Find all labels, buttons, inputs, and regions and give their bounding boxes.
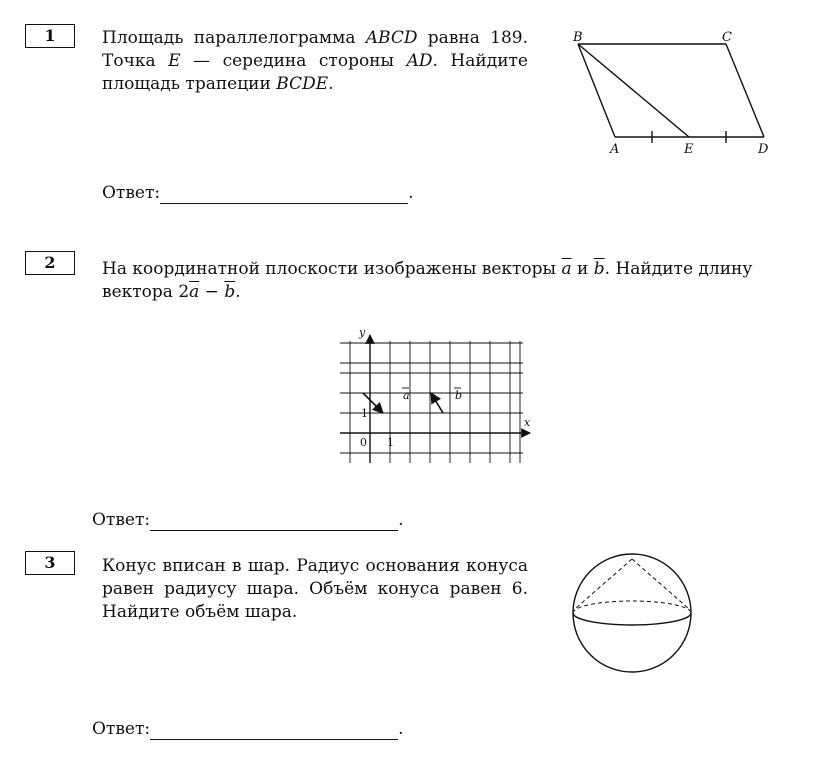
p1-text-seg: Площадь параллелограмма bbox=[102, 28, 366, 48]
p1-math-abcd: ABCD bbox=[365, 28, 418, 48]
answer-label: Ответ: bbox=[92, 719, 151, 739]
problem-number-2: 2 bbox=[25, 251, 75, 275]
sphere-cone-figure bbox=[568, 550, 698, 680]
answer-label: Ответ: bbox=[92, 510, 151, 530]
segment-be bbox=[578, 44, 689, 137]
p1-text-seg: . bbox=[328, 74, 334, 94]
problem-3-text: Конус вписан в шар. Радиус основания конуса равен радиусу шара. Объём конуса равен 6. Найдите объём шара. bbox=[102, 556, 528, 622]
p2-text-seg: и bbox=[571, 259, 594, 279]
side-ab bbox=[578, 44, 615, 137]
p2-text-seg: На координатной плоскости изображены векторы bbox=[102, 259, 562, 279]
answer-1 bbox=[102, 183, 414, 204]
sphere-outline bbox=[573, 554, 691, 672]
answer-2 bbox=[92, 510, 404, 531]
equator-back bbox=[573, 601, 691, 613]
label-vec-a: a bbox=[403, 389, 410, 402]
answer-end: . bbox=[398, 510, 404, 530]
p1-text-seg: . Найдите площадь трапеции bbox=[102, 51, 528, 94]
p2-vec-a: $\overline{a}$ bbox=[561, 259, 572, 279]
p1-math-ad: AD bbox=[406, 51, 433, 71]
parallelogram-figure bbox=[560, 24, 780, 164]
p2-text-seg: вектора 2 bbox=[102, 282, 190, 302]
problem-number-3: 3 bbox=[25, 551, 75, 575]
label-c: C bbox=[722, 30, 732, 45]
problem-number-1: 1 bbox=[25, 24, 75, 48]
problem-2-text bbox=[102, 258, 770, 304]
coordinate-grid-figure bbox=[335, 322, 535, 472]
label-y: y bbox=[359, 326, 366, 339]
answer-3 bbox=[92, 719, 404, 740]
answer-field[interactable] bbox=[150, 719, 398, 740]
answer-field[interactable] bbox=[160, 183, 408, 204]
problem-1-text bbox=[102, 27, 528, 96]
label-e: E bbox=[684, 142, 694, 157]
answer-end: . bbox=[408, 183, 414, 203]
answer-end: . bbox=[398, 719, 404, 739]
side-cd bbox=[726, 44, 764, 137]
answer-field[interactable] bbox=[150, 510, 398, 531]
p1-math-bcde: BCDE bbox=[276, 74, 329, 94]
vector-b bbox=[431, 393, 443, 413]
label-x: x bbox=[524, 416, 531, 429]
p2-vec-b: $\overline{b}$ bbox=[224, 282, 236, 302]
p2-vec-b: $\overline{b}$ bbox=[593, 259, 605, 279]
p1-text-seg: — середина стороны bbox=[180, 51, 407, 71]
p2-line-1 bbox=[102, 258, 770, 281]
p1-math-e: E bbox=[168, 51, 181, 71]
label-zero: 0 bbox=[360, 436, 367, 449]
label-a: A bbox=[610, 142, 620, 157]
p2-vec-a: $\overline{a}$ bbox=[189, 282, 200, 302]
label-b: B bbox=[573, 30, 583, 45]
cone-edge-left bbox=[576, 559, 632, 608]
label-d: D bbox=[758, 142, 769, 157]
grid-lines bbox=[340, 341, 523, 463]
p2-text-seg: − bbox=[199, 282, 225, 302]
label-one-x: 1 bbox=[387, 436, 394, 449]
p1-text-seg: равна 189. Точка bbox=[102, 28, 528, 71]
label-one-y: 1 bbox=[361, 407, 368, 420]
p2-line-2 bbox=[102, 281, 770, 304]
label-vec-b: b bbox=[455, 389, 463, 402]
p2-text-seg: . bbox=[235, 282, 241, 302]
p2-text-seg: . Найдите длину bbox=[604, 259, 753, 279]
answer-label: Ответ: bbox=[102, 183, 161, 203]
equator-front bbox=[573, 613, 691, 625]
